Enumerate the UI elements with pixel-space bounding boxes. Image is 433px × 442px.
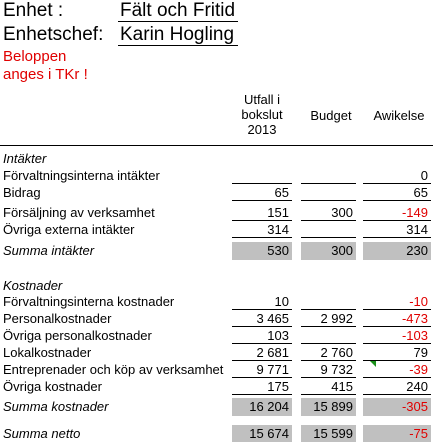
table-row [0,378,433,395]
cell-utfall [232,167,292,184]
table-row [0,344,433,361]
cell-avvikelse: 240 [363,378,431,395]
note-line-1: Beloppen [3,48,67,65]
enhetschef-label: Enhetschef: [3,24,104,45]
summa-netto-avvikelse: -75 [363,425,431,442]
row-label: Övriga kostnader [3,379,102,394]
enhet-value: Fält och Fritid [120,0,236,21]
summa-netto-utfall: 15 674 [232,425,292,442]
summa-netto-budget: 15 599 [301,425,356,442]
section-kostnader-title: Kostnader [3,278,63,293]
cell-budget: 415 [301,378,356,395]
summa-intakter-row [0,242,433,260]
enhetschef-underline [118,45,238,46]
cell-budget: 2 992 [301,310,356,327]
col-utfall-line-3: 2013 [247,122,277,137]
note-line-2: anges i TKr ! [3,66,88,83]
table-row [0,293,433,310]
table-row [0,184,433,201]
cell-avvikelse: 79 [363,344,431,361]
cell-avvikelse: -149 [363,204,431,221]
row-label: Entreprenader och köp av verksamhet [3,362,224,377]
cell-avvikelse: -473 [363,310,431,327]
summa-intakter-budget: 300 [301,242,356,260]
header-rule [0,145,433,146]
summa-netto-row [0,425,433,442]
cell-utfall: 65 [232,184,292,201]
table-row [0,204,433,221]
summa-intakter-avvikelse: 230 [363,242,431,260]
cell-utfall: 9 771 [232,361,292,378]
cell-utfall: 2 681 [232,344,292,361]
table-row [0,361,433,378]
row-label: Förvaltningsinterna intäkter [3,168,160,183]
cell-budget [301,293,356,310]
summa-kostnader-row [0,398,433,416]
summa-intakter-utfall: 530 [232,242,292,260]
summa-intakter-label: Summa intäkter [3,243,95,258]
row-label: Bidrag [3,185,41,200]
cell-avvikelse: 314 [363,221,431,238]
cell-avvikelse: 65 [363,184,431,201]
cell-budget [301,167,356,184]
cell-budget: 2 760 [301,344,356,361]
enhetschef-value: Karin Hogling [120,24,235,45]
cell-utfall: 175 [232,378,292,395]
cell-avvikelse: -39 [363,361,431,378]
cell-avvikelse: -103 [363,327,431,344]
cell-utfall: 10 [232,293,292,310]
row-label: Försäljning av verksamhet [3,205,155,220]
table-row [0,167,433,184]
summa-kostnader-label: Summa kostnader [3,399,109,414]
cell-utfall: 3 465 [232,310,292,327]
enhet-label: Enhet : [3,0,64,21]
section-intakter [0,150,433,167]
cell-budget [301,221,356,238]
cell-budget [301,327,356,344]
section-kostnader [0,277,433,294]
row-label: Övriga externa intäkter [3,222,135,237]
col-utfall-line-1: Utfall i [243,92,281,107]
cell-budget: 9 732 [301,361,356,378]
cell-utfall: 103 [232,327,292,344]
col-avvikelse: Awikelse [373,108,425,123]
cell-budget [301,184,356,201]
cell-avvikelse: 0 [363,167,431,184]
cell-utfall: 151 [232,204,292,221]
col-budget: Budget [310,108,352,123]
row-label: Lokalkostnader [3,345,92,360]
row-label: Förvaltningsinterna kostnader [3,294,175,309]
section-intakter-title: Intäkter [3,151,47,166]
cell-avvikelse: -10 [363,293,431,310]
table-row [0,327,433,344]
row-label: Personalkostnader [3,311,112,326]
col-utfall-line-2: bokslut [241,107,283,122]
table-row [0,221,433,238]
summa-kostnader-utfall: 16 204 [232,398,292,416]
summa-netto-label: Summa netto [3,426,81,441]
summa-kostnader-budget: 15 899 [301,398,356,416]
cell-budget: 300 [301,204,356,221]
enhet-underline [118,21,238,22]
summa-kostnader-avvikelse: -305 [363,398,431,416]
table-row [0,310,433,327]
comment-marker-icon [370,361,376,367]
cell-utfall: 314 [232,221,292,238]
row-label: Övriga personalkostnader [3,328,152,343]
